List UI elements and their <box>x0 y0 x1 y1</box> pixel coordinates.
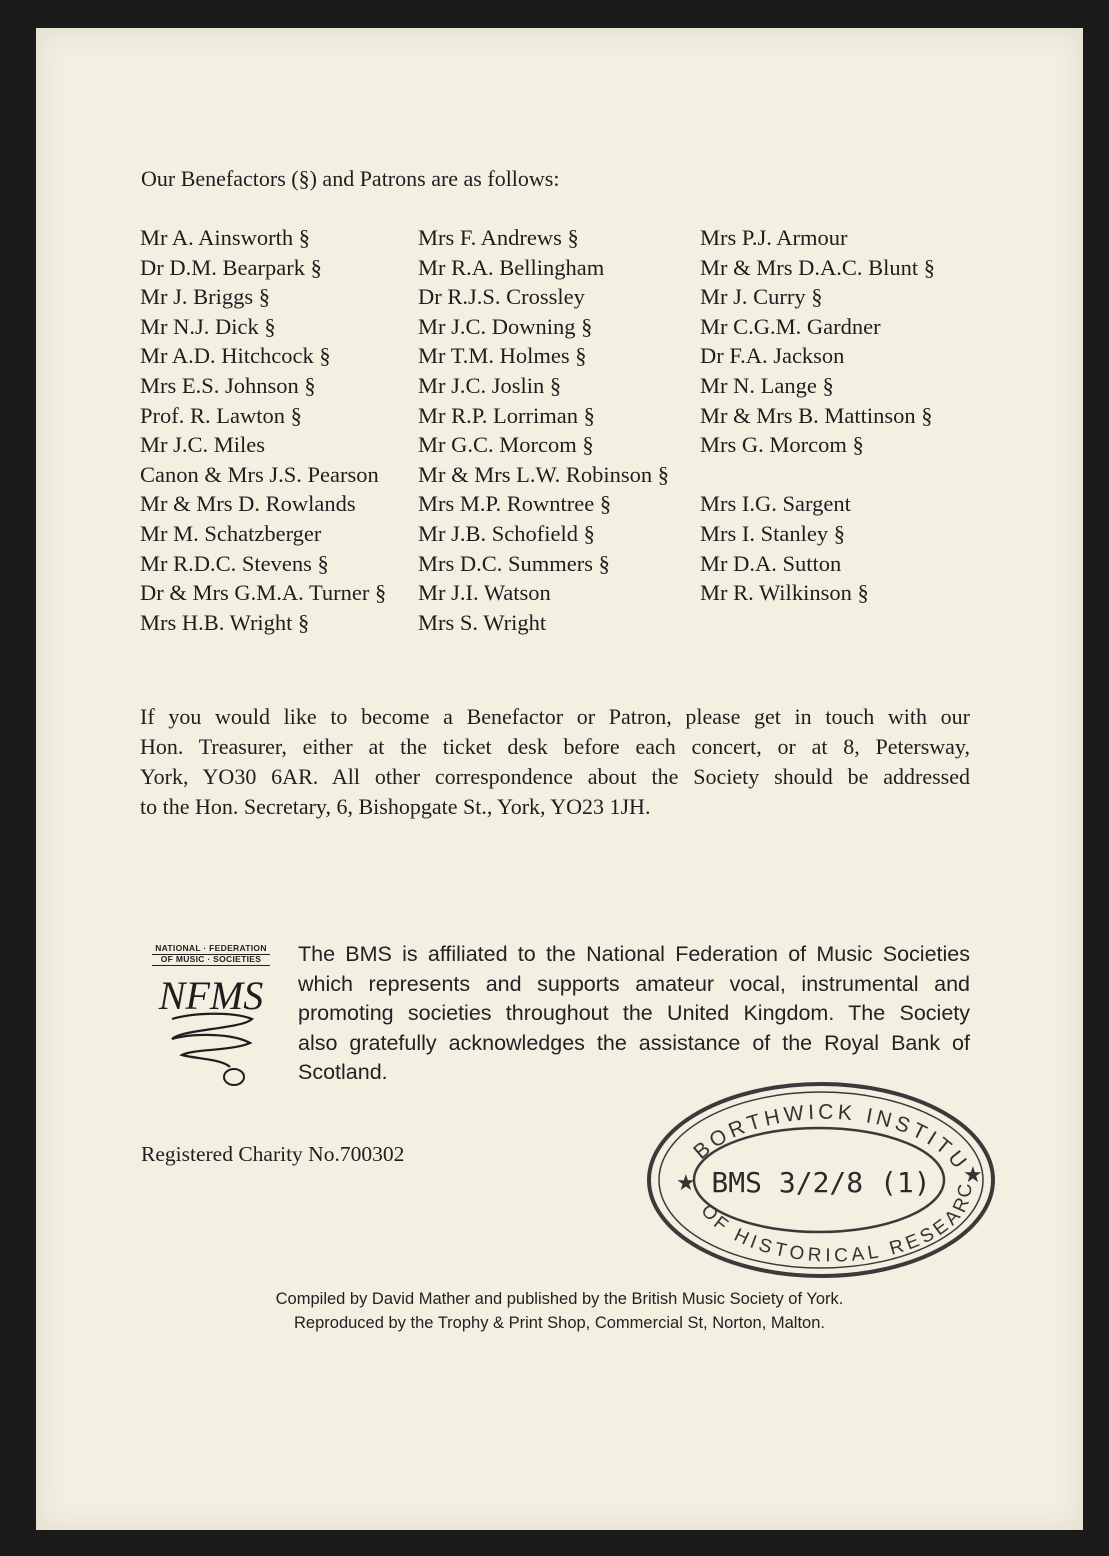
name-entry: Mrs G. Morcom § <box>700 432 864 458</box>
name-entry: Mr J.C. Miles <box>140 432 266 458</box>
name-entry: Mr D.A. Sutton <box>700 550 842 576</box>
name-entry: Dr D.M. Bearpark § <box>140 254 322 280</box>
name-entry: Mr T.M. Holmes § <box>418 343 587 369</box>
nfms-mark: NFMS <box>158 973 264 1018</box>
contact-paragraph <box>140 702 970 822</box>
name-entry: Mrs S. Wright <box>418 609 547 635</box>
affiliation-line: promoting societies throughout the United Kingdom. The Society <box>298 1001 970 1025</box>
stamp-top-arc: BORTHWICK INSTITU <box>689 1100 974 1176</box>
affiliation-line: The BMS is affiliated to the National Federation of Music Societies <box>298 942 970 966</box>
charity-number: Registered Charity No.700302 <box>141 1142 405 1166</box>
stamp-bottom-arc: OF HISTORICAL RESEARC <box>696 1179 977 1267</box>
svg-text:★: ★ <box>963 1163 983 1188</box>
affiliation-line: Scotland. <box>298 1060 388 1084</box>
name-entry: Prof. R. Lawton § <box>140 402 302 428</box>
name-entry: Mrs P.J. Armour <box>700 225 848 250</box>
nfms-monogram-icon <box>152 967 270 1087</box>
name-entry: Mr A.D. Hitchcock § <box>140 343 331 369</box>
name-entry: Mr A. Ainsworth § <box>140 225 311 250</box>
nfms-logo-line2: OF MUSIC · SOCIETIES <box>152 954 270 966</box>
credit-line: Compiled by David Mather and published by the British Music Society of York. <box>275 1290 844 1308</box>
archive-stamp-icon <box>641 1078 1001 1283</box>
name-entry: Mrs I.G. Sargent <box>700 491 851 517</box>
name-entry: Mrs H.B. Wright § <box>140 609 310 635</box>
name-entry: Mr R.A. Bellingham <box>418 254 605 280</box>
name-entry: Mr N.J. Dick § <box>140 313 276 339</box>
name-entry: Mr C.G.M. Gardner <box>700 313 881 339</box>
benefactors-patrons-list <box>140 223 980 637</box>
name-entry: Mr J. Curry § <box>700 284 823 310</box>
credit-line: Reproduced by the Trophy & Print Shop, Commercial St, Norton, Malton. <box>294 1314 825 1332</box>
name-entry: Mr M. Schatzberger <box>140 520 322 546</box>
contact-line: to the Hon. Secretary, 6, Bishopgate St., York, YO23 1JH. <box>140 794 651 819</box>
name-entry: Mr J.B. Schofield § <box>418 520 595 546</box>
name-entry: Dr & Mrs G.M.A. Turner § <box>140 580 387 606</box>
contact-line: If you would like to become a Benefactor or Patron, please get in touch with our <box>140 704 970 729</box>
contact-line: Hon. Treasurer, either at the ticket desk before each concert, or at 8, Petersway, <box>140 734 970 759</box>
name-entry <box>700 460 980 490</box>
name-entry: Mr R.P. Lorriman § <box>418 402 595 428</box>
name-entry: Mr & Mrs L.W. Robinson § <box>418 461 670 487</box>
name-entry: Mrs I. Stanley § <box>700 520 845 546</box>
name-entry: Mr J.C. Joslin § <box>418 372 562 398</box>
name-entry: Mr R. Wilkinson § <box>700 580 869 606</box>
name-entry: Mr & Mrs D.A.C. Blunt § <box>700 254 936 280</box>
affiliation-paragraph <box>298 940 970 1088</box>
name-entry: Mrs E.S. Johnson § <box>140 372 316 398</box>
name-entry: Mr J.I. Watson <box>418 580 551 606</box>
affiliation-line: also gratefully acknowledges the assistance of the Royal Bank of <box>298 1030 970 1055</box>
contact-line: York, YO30 6AR. All other correspondence about the Society should be addressed <box>140 764 970 789</box>
name-entry <box>700 608 980 638</box>
svg-text:★: ★ <box>676 1171 696 1196</box>
name-entry: Mr J. Briggs § <box>140 284 271 310</box>
name-entry: Mr N. Lange § <box>700 372 834 398</box>
affiliation-line: which represents and supports amateur vocal, instrumental and <box>298 971 970 996</box>
document-page <box>36 28 1083 1530</box>
name-entry: Mr J.C. Downing § <box>418 313 593 339</box>
name-entry: Mr & Mrs B. Mattinson § <box>700 402 933 428</box>
nfms-logo <box>152 941 270 1086</box>
name-entry: Mr R.D.C. Stevens § <box>140 550 329 576</box>
name-entry: Mrs F. Andrews § <box>418 225 579 250</box>
stamp-reference: BMS 3/2/8 (1) <box>711 1166 931 1199</box>
name-entry: Canon & Mrs J.S. Pearson <box>140 461 379 487</box>
name-entry: Mr G.C. Morcom § <box>418 432 594 458</box>
nfms-logo-line1: NATIONAL · FEDERATION <box>152 943 270 955</box>
name-entry: Dr R.J.S. Crossley <box>418 284 585 310</box>
name-entry: Mr & Mrs D. Rowlands <box>140 491 356 517</box>
intro-heading: Our Benefactors (§) and Patrons are as follows: <box>141 166 560 191</box>
name-entry: Mrs D.C. Summers § <box>418 550 610 576</box>
archive-stamp <box>641 1078 1001 1288</box>
name-entry: Dr F.A. Jackson <box>700 343 845 369</box>
name-entry: Mrs M.P. Rowntree § <box>418 491 612 517</box>
